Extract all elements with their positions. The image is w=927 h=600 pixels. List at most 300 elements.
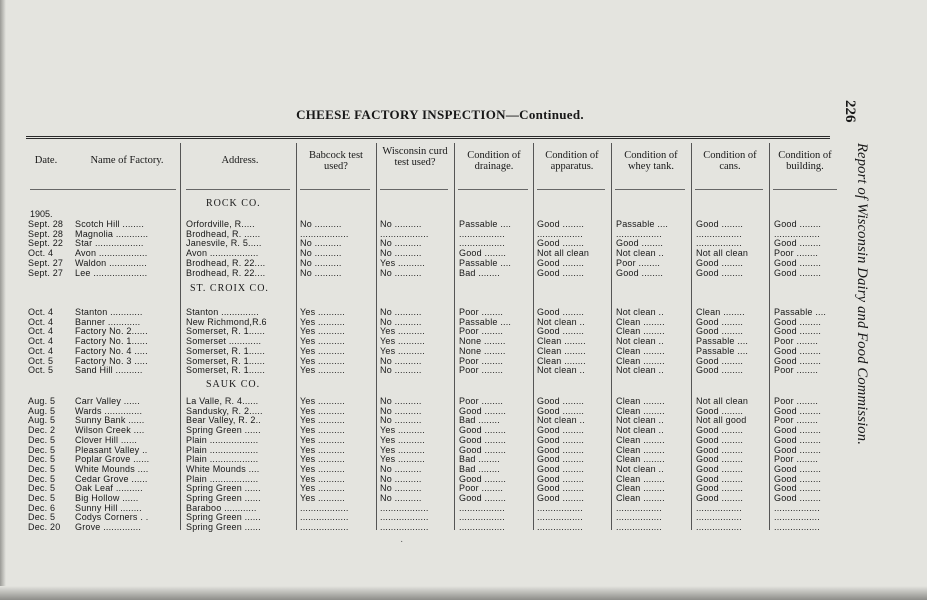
wisconsin-cell: Yes .......... — [380, 454, 425, 465]
year-label: 1905. — [30, 209, 53, 219]
date-cell: Dec. 5 — [28, 434, 56, 445]
apparatus-cell: Good ........ — [537, 267, 585, 278]
building-cell: Poor ........ — [774, 415, 819, 426]
apparatus-cell: Clean ........ — [537, 336, 586, 347]
babcock-cell: Yes .......... — [300, 454, 345, 465]
whey-tank-cell: Clean ........ — [616, 326, 665, 337]
header-underline — [458, 189, 528, 190]
wisconsin-cell: No .......... — [380, 415, 422, 426]
cans-cell: ................. — [696, 502, 742, 513]
building-cell: Good ........ — [774, 219, 822, 229]
factory-name-cell: Lee .................... — [75, 267, 148, 278]
wisconsin-cell: No .......... — [380, 238, 422, 249]
whey-tank-cell: Not clean .. — [616, 425, 664, 436]
address-cell: Plain .................. — [186, 444, 259, 455]
building-cell: Good ........ — [774, 473, 822, 484]
factory-name-cell: Pleasant Valley .. — [75, 444, 148, 455]
running-side-title: Report of Wisconsin Dairy and Food Commission. — [854, 143, 870, 446]
address-cell: New Richmond,R.6 — [186, 316, 267, 327]
babcock-cell: Yes .......... — [300, 473, 345, 484]
date-cell: Sept. 22 — [28, 238, 64, 249]
wisconsin-cell: No .......... — [380, 493, 422, 503]
address-cell: Baraboo ............ — [186, 502, 257, 513]
babcock-cell: No .......... — [300, 238, 342, 249]
table-row — [0, 435, 840, 445]
date-cell: Dec. 5 — [28, 444, 56, 455]
babcock-cell: No .......... — [300, 267, 342, 278]
babcock-cell: Yes .......... — [300, 316, 345, 327]
apparatus-cell: Good ........ — [537, 473, 585, 484]
whey-tank-cell: Clean ........ — [616, 444, 665, 455]
wisconsin-cell: Yes .......... — [380, 434, 425, 445]
address-cell: Bear Valley, R. 2.. — [186, 415, 261, 426]
drainage-cell: Poor ........ — [459, 396, 504, 406]
drainage-cell: None ........ — [459, 336, 506, 347]
building-cell: ................. — [774, 228, 820, 239]
table-row — [0, 493, 840, 503]
date-cell: Oct. 5 — [28, 365, 54, 376]
cans-cell: Clean ........ — [696, 307, 745, 317]
factory-name-cell: Oak Leaf .......... — [75, 483, 143, 494]
whey-tank-cell: Good ........ — [616, 267, 664, 278]
address-cell: Spring Green ...... — [186, 522, 261, 533]
table-top-rule-inner — [26, 138, 830, 139]
cans-cell: Good ........ — [696, 219, 744, 229]
apparatus-cell: Good ........ — [537, 444, 585, 455]
apparatus-cell: Not clean .. — [537, 316, 585, 327]
factory-name-cell: Factory No. 3 ..... — [75, 355, 148, 366]
address-cell: Brodhead, R. ...... — [186, 228, 261, 239]
drainage-cell: Bad ........ — [459, 267, 500, 278]
cans-cell: Good ........ — [696, 365, 744, 376]
address-cell: Somerset ............ — [186, 336, 262, 347]
whey-tank-cell: Not clean .. — [616, 336, 664, 347]
factory-name-cell: Clover Hill ...... — [75, 434, 138, 445]
cans-cell: Passable .... — [696, 336, 749, 347]
babcock-cell: .................. — [300, 502, 349, 513]
whey-tank-cell: Poor ........ — [616, 257, 661, 268]
header-babcock-test: Babcock test used? — [309, 150, 363, 172]
babcock-cell: No .......... — [300, 257, 342, 268]
table-row — [0, 317, 840, 327]
table-row — [0, 445, 840, 455]
table-row — [0, 336, 840, 346]
factory-name-cell: Sunny Hill ........ — [75, 502, 142, 513]
wisconsin-cell: .................. — [380, 228, 429, 239]
whey-tank-cell: Not clean .. — [616, 463, 664, 474]
date-cell: Dec. 5 — [28, 493, 56, 503]
date-cell: Dec. 5 — [28, 463, 56, 474]
building-cell: Good ........ — [774, 434, 822, 445]
cans-cell: Good ........ — [696, 454, 744, 465]
header-date: Date. — [34, 155, 58, 166]
drainage-cell: ................. — [459, 502, 505, 513]
cans-cell: Good ........ — [696, 473, 744, 484]
cans-cell: Good ........ — [696, 316, 744, 327]
wisconsin-cell: No .......... — [380, 365, 422, 376]
table-row — [0, 406, 840, 416]
header-underline — [380, 189, 448, 190]
babcock-cell: Yes .......... — [300, 307, 345, 317]
date-cell: Dec. 5 — [28, 483, 56, 494]
factory-name-cell: Factory No. 1...... — [75, 336, 148, 347]
drainage-cell: ................. — [459, 238, 505, 249]
date-cell: Aug. 5 — [28, 405, 56, 416]
drainage-cell: ................. — [459, 512, 505, 523]
apparatus-cell: Not all clean — [537, 248, 590, 259]
apparatus-cell: Not clean .. — [537, 365, 585, 376]
cans-cell: Not all clean — [696, 248, 749, 259]
drainage-cell: Good ........ — [459, 434, 507, 445]
cans-cell: Good ........ — [696, 463, 744, 474]
wisconsin-cell: .................. — [380, 522, 429, 533]
table-row — [0, 503, 840, 513]
address-cell: Somerset, R. 1...... — [186, 326, 266, 337]
page-number: 226 — [842, 100, 858, 123]
wisconsin-cell: No .......... — [380, 396, 422, 406]
cans-cell: ................. — [696, 512, 742, 523]
cans-cell: Good ........ — [696, 444, 744, 455]
building-cell: Good ........ — [774, 463, 822, 474]
wisconsin-cell: No .......... — [380, 483, 422, 494]
table-row — [0, 307, 840, 317]
apparatus-cell: Good ........ — [537, 257, 585, 268]
factory-name-cell: Poplar Grove ...... — [75, 454, 150, 465]
building-cell: ................. — [774, 502, 820, 513]
building-cell: Good ........ — [774, 355, 822, 366]
drainage-cell: Good ........ — [459, 405, 507, 416]
factory-name-cell: Factory No. 2...... — [75, 326, 148, 337]
building-cell: Good ........ — [774, 444, 822, 455]
whey-tank-cell: Not clean .. — [616, 307, 664, 317]
date-cell: Sept. 27 — [28, 267, 64, 278]
address-cell: Brodhead, R. 22.... — [186, 267, 266, 278]
babcock-cell: Yes .......... — [300, 493, 345, 503]
header-building: Condition of building. — [778, 150, 832, 172]
factory-name-cell: Sand Hill .......... — [75, 365, 143, 376]
apparatus-cell: Good ........ — [537, 238, 585, 249]
building-cell: Poor ........ — [774, 336, 819, 347]
factory-name-cell: Sunny Bank ...... — [75, 415, 145, 426]
date-cell: Dec. 20 — [28, 522, 61, 533]
pencil-mark: ˙ — [400, 540, 404, 551]
babcock-cell: No .......... — [300, 219, 342, 229]
wisconsin-cell: Yes .......... — [380, 425, 425, 436]
cans-cell: Not all clean — [696, 396, 749, 406]
table-row — [0, 483, 840, 493]
babcock-cell: Yes .......... — [300, 396, 345, 406]
cans-cell: Good ........ — [696, 493, 744, 503]
table-row — [0, 396, 840, 406]
drainage-cell: Bad ........ — [459, 463, 500, 474]
date-cell: Sept. 28 — [28, 219, 64, 229]
page-title: CHEESE FACTORY INSPECTION—Continued. — [296, 107, 584, 122]
building-cell: Good ........ — [774, 316, 822, 327]
county-heading: SAUK CO. — [206, 379, 261, 390]
whey-tank-cell: Clean ........ — [616, 434, 665, 445]
date-cell: Sept. 28 — [28, 228, 64, 239]
whey-tank-cell: Not clean .. — [616, 248, 664, 259]
wisconsin-cell: No .......... — [380, 267, 422, 278]
babcock-cell: Yes .......... — [300, 425, 345, 436]
babcock-cell: No .......... — [300, 248, 342, 259]
drainage-cell: Passable .... — [459, 257, 512, 268]
header-underline — [695, 189, 763, 190]
building-cell: Good ........ — [774, 267, 822, 278]
whey-tank-cell: ................. — [616, 228, 662, 239]
apparatus-cell: Good ........ — [537, 463, 585, 474]
wisconsin-cell: Yes .......... — [380, 345, 425, 356]
factory-name-cell: Scotch Hill ........ — [75, 219, 145, 229]
table-row — [0, 346, 840, 356]
babcock-cell: .................. — [300, 512, 349, 523]
factory-name-cell: Wards .............. — [75, 405, 143, 416]
table-row — [0, 474, 840, 484]
address-cell: Brodhead, R. 22.... — [186, 257, 266, 268]
apparatus-cell: Good ........ — [537, 454, 585, 465]
drainage-cell: Good ........ — [459, 473, 507, 484]
drainage-cell: Passable .... — [459, 316, 512, 327]
header-underline — [615, 189, 685, 190]
date-cell: Aug. 5 — [28, 396, 56, 406]
drainage-cell: ................. — [459, 522, 505, 533]
babcock-cell: Yes .......... — [300, 434, 345, 445]
apparatus-cell: ................. — [537, 228, 583, 239]
header-wisconsin-curd-test: Wisconsin curd test used? — [382, 146, 448, 168]
cans-cell: Good ........ — [696, 257, 744, 268]
babcock-cell: .................. — [300, 522, 349, 533]
wisconsin-cell: No .......... — [380, 307, 422, 317]
babcock-cell: .................. — [300, 228, 349, 239]
header-underline — [30, 189, 176, 190]
cans-cell: ................. — [696, 522, 742, 533]
cans-cell: Passable .... — [696, 345, 749, 356]
whey-tank-cell: Not clean .. — [616, 365, 664, 376]
whey-tank-cell: ................. — [616, 522, 662, 533]
whey-tank-cell: ................. — [616, 502, 662, 513]
building-cell: Poor ........ — [774, 365, 819, 376]
address-cell: Spring Green ...... — [186, 512, 261, 523]
apparatus-cell: Good ........ — [537, 307, 585, 317]
building-cell: Good ........ — [774, 425, 822, 436]
building-cell: Good ........ — [774, 257, 822, 268]
building-cell: Good ........ — [774, 326, 822, 337]
factory-name-cell: Cedar Grove ...... — [75, 473, 148, 484]
drainage-cell: Good ........ — [459, 444, 507, 455]
babcock-cell: Yes .......... — [300, 365, 345, 376]
date-cell: Oct. 4 — [28, 316, 54, 327]
factory-name-cell: Star .................. — [75, 238, 144, 249]
table-top-rule — [26, 136, 830, 137]
factory-name-cell: Big Hollow ...... — [75, 493, 139, 503]
address-cell: Sandusky, R. 2..... — [186, 405, 263, 416]
wisconsin-cell: .................. — [380, 512, 429, 523]
factory-name-cell: Grove .............. — [75, 522, 142, 533]
whey-tank-cell: Clean ........ — [616, 316, 665, 327]
building-cell: ................. — [774, 512, 820, 523]
date-cell: Aug. 5 — [28, 415, 56, 426]
wisconsin-cell: Yes .......... — [380, 326, 425, 337]
wisconsin-cell: Yes .......... — [380, 336, 425, 347]
factory-name-cell: White Mounds .... — [75, 463, 149, 474]
date-cell: Dec. 5 — [28, 473, 56, 484]
apparatus-cell: Good ........ — [537, 425, 585, 436]
babcock-cell: Yes .......... — [300, 483, 345, 494]
apparatus-cell: Clean ........ — [537, 355, 586, 366]
building-cell: Poor ........ — [774, 248, 819, 259]
wisconsin-cell: .................. — [380, 502, 429, 513]
apparatus-cell: Good ........ — [537, 396, 585, 406]
building-cell: Good ........ — [774, 238, 822, 249]
address-cell: Plain .................. — [186, 473, 259, 484]
factory-name-cell: Codys Corners . . — [75, 512, 149, 523]
drainage-cell: Passable .... — [459, 219, 512, 229]
wisconsin-cell: No .......... — [380, 248, 422, 259]
header-cans: Condition of cans. — [703, 150, 757, 172]
drainage-cell: Poor ........ — [459, 326, 504, 337]
drainage-cell: None ........ — [459, 345, 506, 356]
table-row — [0, 219, 840, 229]
factory-name-cell: Magnolia ............ — [75, 228, 149, 239]
factory-name-cell: Carr Valley ...... — [75, 396, 140, 406]
cans-cell: Good ........ — [696, 405, 744, 416]
babcock-cell: Yes .......... — [300, 444, 345, 455]
babcock-cell: Yes .......... — [300, 405, 345, 416]
header-drainage: Condition of drainage. — [467, 150, 521, 172]
wisconsin-cell: No .......... — [380, 219, 422, 229]
table-row — [0, 268, 840, 278]
building-cell: Good ........ — [774, 483, 822, 494]
building-cell: Poor ........ — [774, 396, 819, 406]
table-row — [0, 356, 840, 366]
date-cell: Dec. 6 — [28, 502, 56, 513]
table-row — [0, 454, 840, 464]
wisconsin-cell: No .......... — [380, 355, 422, 366]
cans-cell: Good ........ — [696, 483, 744, 494]
whey-tank-cell: Passable .... — [616, 219, 669, 229]
date-cell: Oct. 4 — [28, 248, 54, 259]
date-cell: Dec. 2 — [28, 425, 56, 436]
page-bottom-shadow — [0, 586, 927, 600]
babcock-cell: Yes .......... — [300, 463, 345, 474]
cans-cell: Not all good — [696, 415, 747, 426]
drainage-cell: Poor ........ — [459, 483, 504, 494]
date-cell: Oct. 5 — [28, 355, 54, 366]
header-underline — [537, 189, 605, 190]
drainage-cell: Good ........ — [459, 493, 507, 503]
table-row — [0, 248, 840, 258]
babcock-cell: Yes .......... — [300, 336, 345, 347]
apparatus-cell: ................. — [537, 522, 583, 533]
table-row — [0, 238, 840, 248]
babcock-cell: Yes .......... — [300, 345, 345, 356]
table-row — [0, 512, 840, 522]
date-cell: Dec. 5 — [28, 454, 56, 465]
table-row — [0, 464, 840, 474]
apparatus-cell: Good ........ — [537, 483, 585, 494]
table-row — [0, 415, 840, 425]
building-cell: Passable .... — [774, 307, 827, 317]
address-cell: Somerset, R. 1...... — [186, 345, 266, 356]
apparatus-cell: Good ........ — [537, 326, 585, 337]
whey-tank-cell: Clean ........ — [616, 483, 665, 494]
whey-tank-cell: Clean ........ — [616, 405, 665, 416]
whey-tank-cell: Clean ........ — [616, 454, 665, 465]
table-row — [0, 425, 840, 435]
header-underline — [773, 189, 837, 190]
apparatus-cell: ................. — [537, 502, 583, 513]
address-cell: White Mounds .... — [186, 463, 260, 474]
table-row — [0, 229, 840, 239]
header-whey-tank: Condition of whey tank. — [624, 150, 678, 172]
wisconsin-cell: No .......... — [380, 316, 422, 327]
factory-name-cell: Wilson Creek .... — [75, 425, 145, 436]
date-cell: Sept. 27 — [28, 257, 64, 268]
wisconsin-cell: No .......... — [380, 405, 422, 416]
building-cell: ................. — [774, 522, 820, 533]
address-cell: Somerset, R. 1...... — [186, 355, 266, 366]
whey-tank-cell: Clean ........ — [616, 396, 665, 406]
apparatus-cell: Good ........ — [537, 493, 585, 503]
date-cell: Oct. 4 — [28, 307, 54, 317]
header-underline — [186, 189, 290, 190]
factory-name-cell: Stanton ............ — [75, 307, 143, 317]
cans-cell: Good ........ — [696, 355, 744, 366]
apparatus-cell: Clean ........ — [537, 345, 586, 356]
county-heading: ROCK CO. — [206, 198, 261, 209]
drainage-cell: Poor ........ — [459, 307, 504, 317]
apparatus-cell: Good ........ — [537, 434, 585, 445]
address-cell: Plain .................. — [186, 454, 259, 465]
wisconsin-cell: Yes .......... — [380, 444, 425, 455]
whey-tank-cell: Clean ........ — [616, 473, 665, 484]
wisconsin-cell: No .......... — [380, 463, 422, 474]
building-cell: Good ........ — [774, 405, 822, 416]
cans-cell: Good ........ — [696, 267, 744, 278]
drainage-cell: Bad ........ — [459, 415, 500, 426]
address-cell: Plain .................. — [186, 434, 259, 445]
apparatus-cell: Not clean .. — [537, 415, 585, 426]
babcock-cell: Yes .......... — [300, 415, 345, 426]
cans-cell: Good ........ — [696, 425, 744, 436]
date-cell: Oct. 4 — [28, 326, 54, 337]
cans-cell: ................. — [696, 228, 742, 239]
factory-name-cell: Avon .................. — [75, 248, 148, 259]
babcock-cell: Yes .......... — [300, 326, 345, 337]
drainage-cell: Good ........ — [459, 425, 507, 436]
whey-tank-cell: Clean ........ — [616, 355, 665, 366]
table-row — [0, 365, 840, 375]
table-row — [0, 326, 840, 336]
drainage-cell: Poor ........ — [459, 355, 504, 366]
address-cell: Stanton .............. — [186, 307, 259, 317]
address-cell: La Valle, R. 4...... — [186, 396, 259, 406]
table-row — [0, 258, 840, 268]
address-cell: Somerset, R. 1...... — [186, 365, 266, 376]
county-heading: ST. CROIX CO. — [190, 283, 269, 294]
building-cell: Good ........ — [774, 345, 822, 356]
header-factory-name: Name of Factory. — [90, 155, 164, 166]
apparatus-cell: Good ........ — [537, 219, 585, 229]
address-cell: Spring Green ...... — [186, 483, 261, 494]
whey-tank-cell: ................. — [616, 512, 662, 523]
whey-tank-cell: Clean ........ — [616, 493, 665, 503]
table-row — [0, 522, 840, 532]
address-cell: Janesvile, R. 5..... — [186, 238, 262, 249]
drainage-cell: Bad ........ — [459, 454, 500, 465]
whey-tank-cell: Clean ........ — [616, 345, 665, 356]
address-cell: Orfordville, R..... — [186, 219, 255, 229]
